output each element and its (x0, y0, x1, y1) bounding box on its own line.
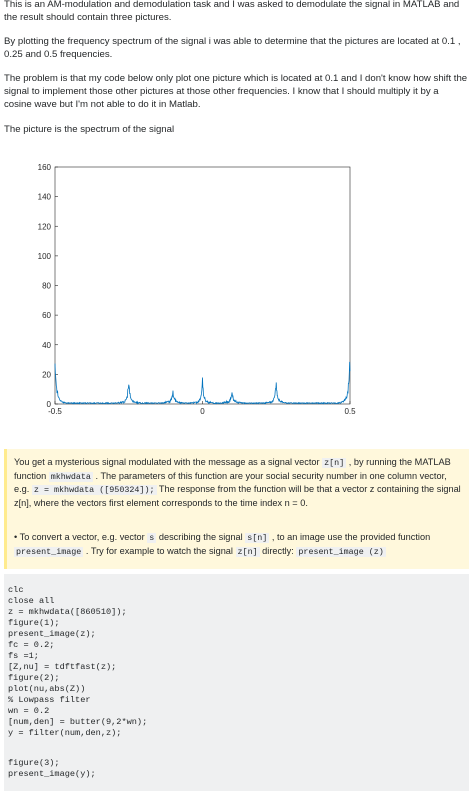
x-tick-label: 0 (200, 407, 205, 416)
plot-axes-box (55, 167, 350, 404)
spectrum-plot-svg (20, 155, 390, 425)
quote-text: , by running the MATLAB function (14, 457, 451, 481)
code-line: close all (8, 596, 55, 606)
code-line: [num,den] = butter(9,2*wn); (8, 717, 148, 727)
y-tick-label: 60 (42, 311, 51, 321)
code-line: figure(1); (8, 618, 60, 628)
y-tick-label: 100 (37, 251, 51, 261)
assignment-paragraph-2 (14, 531, 462, 558)
quote-text: The response from the function will be that a vector z containing the signal z[n], where the vectors first element corresponds to the time index n = 0. (14, 484, 461, 508)
code-line: fc = 0.2; (8, 640, 55, 650)
x-tick-label: -0.5 (48, 407, 62, 416)
y-tick-label: 80 (42, 281, 51, 291)
code-line: present_image(z); (8, 629, 96, 639)
code-line: % Lowpass filter (8, 695, 91, 705)
quote-text: describing the signal (156, 532, 246, 542)
assignment-blockquote (4, 449, 469, 569)
x-tick-label: 0.5 (344, 407, 356, 416)
code-line: present_image(y); (8, 769, 96, 779)
spectrum-chart (20, 155, 390, 425)
question-paragraph-2: By plotting the frequency spectrum of the signal i was able to determine that the pictures are located at 0.1 , 0.25 and 0.5 frequencies. (4, 36, 461, 60)
code-line: z = mkhwdata([860510]); (8, 607, 127, 617)
y-tick-label: 140 (37, 192, 51, 202)
y-tick-label: 120 (37, 222, 51, 232)
question-paragraph-4: The picture is the spectrum of the signal (4, 124, 175, 135)
quote-text: directly: (259, 545, 297, 556)
code-line: figure(2); (8, 673, 60, 683)
inline-code: s[n] (247, 533, 268, 543)
question-paragraph-1: This is an AM-modulation and demodulation task and I was asked to demodulate the signal in MATLAB and the result should contain three pictures. (4, 0, 460, 23)
y-tick-label: 160 (37, 163, 51, 172)
code-line: figure(3); (8, 758, 60, 768)
inline-code: present_image (z) (298, 546, 384, 557)
code-line: clc (8, 585, 24, 595)
quote-text: . Try for example to watch the signal (83, 545, 236, 556)
code-line: plot(nu,abs(Z)) (8, 684, 86, 694)
code-line: fs =1; (8, 651, 39, 661)
code-line: y = filter(num,den,z); (8, 728, 122, 738)
y-tick-label: 40 (42, 340, 51, 350)
quote-text: , to an image use the provided function (269, 532, 431, 542)
code-line: [Z,nu] = tdftfast(z); (8, 662, 117, 672)
inline-code: z = mkhwdata ([950324]); (33, 485, 155, 496)
question-paragraph-3: The problem is that my code below only plot one picture which is located at 0.1 and I don't know how shift the signal to implement those other pictures at those other frequencies. I know that I should multiply it by a cosine wave but I'm not able to do it in Matlab. (4, 73, 468, 110)
y-tick-label: 20 (42, 370, 51, 380)
assignment-paragraph-1 (14, 456, 462, 509)
code-block[interactable] (4, 574, 469, 791)
code-line: wn = 0.2 (8, 706, 50, 716)
quote-text: . The parameters of this function are your social security number in one column vector, e.g. (14, 470, 447, 495)
quote-text: You get a mysterious signal modulated with the message as a signal vector (14, 457, 323, 467)
inline-code: z[n] (237, 546, 258, 557)
quote-text: • To convert a vector, e.g. vector (14, 532, 148, 542)
y-tick-label: 0 (46, 400, 51, 409)
inline-code: mkhwdata (50, 471, 91, 482)
inline-code: z[n] (324, 458, 345, 468)
inline-code: s (149, 533, 155, 543)
inline-code: present_image (16, 546, 82, 557)
